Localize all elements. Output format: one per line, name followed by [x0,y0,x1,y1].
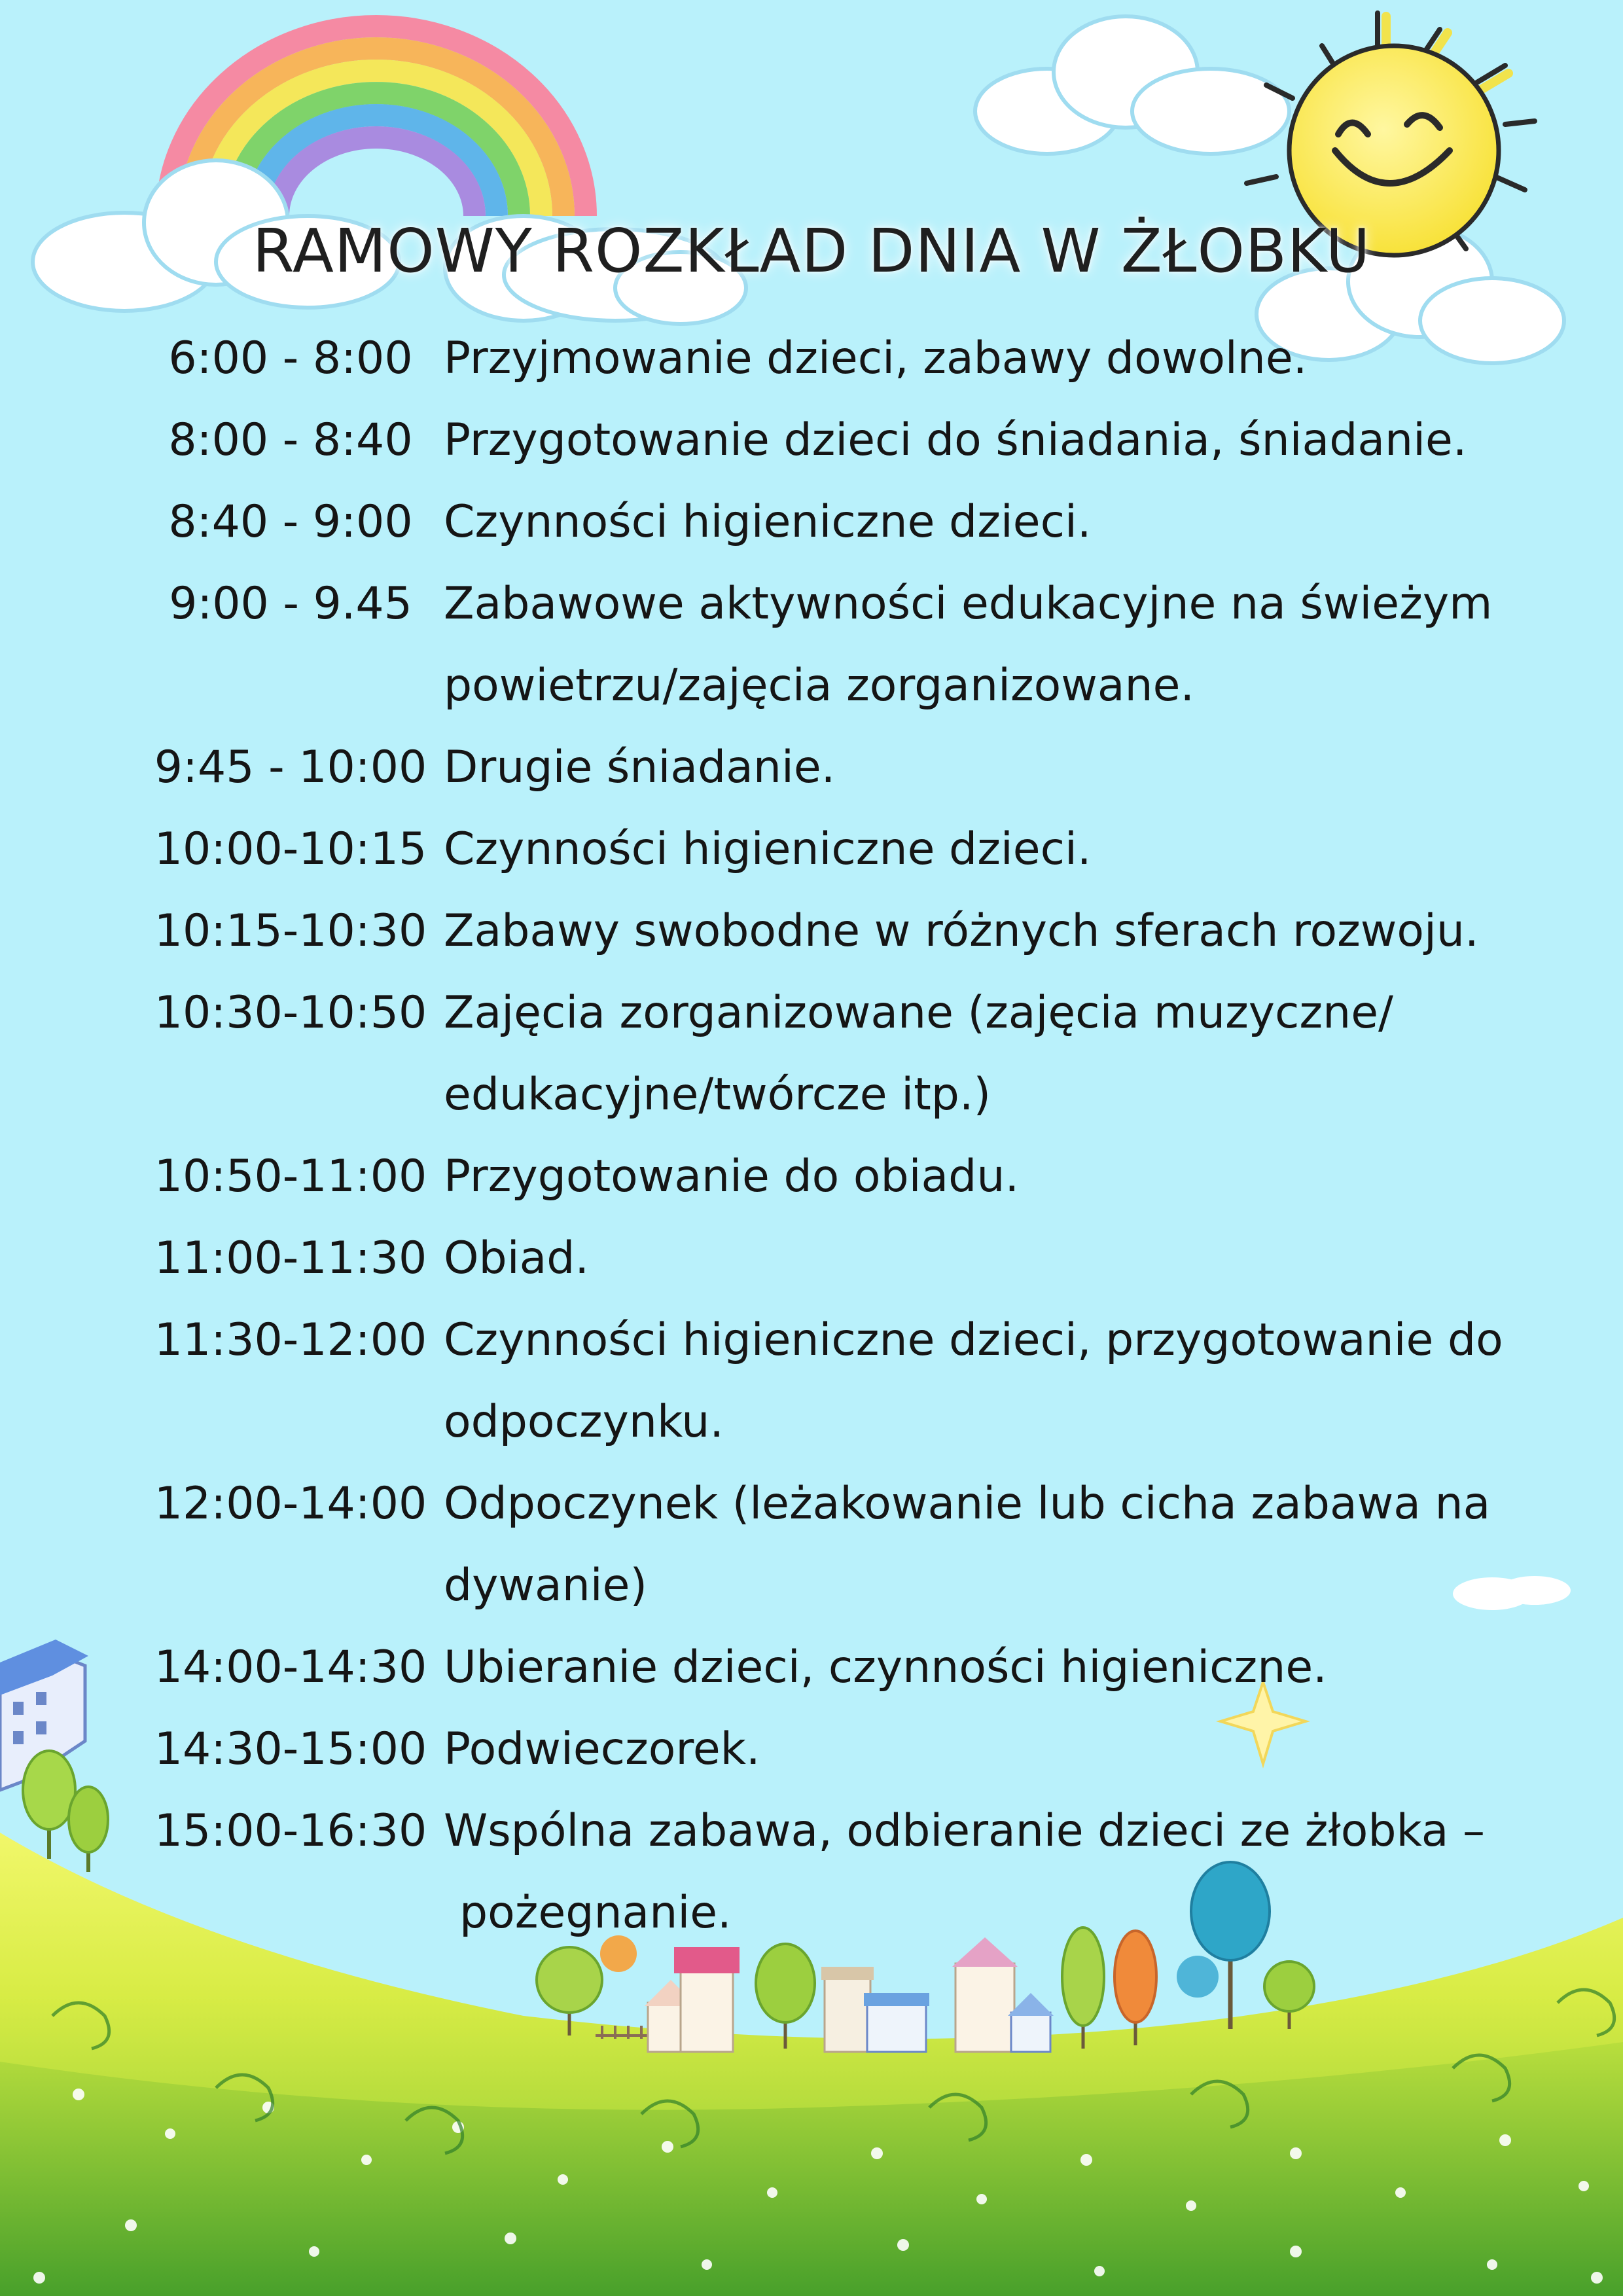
schedule-activity-line: powietrzu/zajęcia zorganizowane. [444,660,1195,711]
schedule-activity-line: Ubieranie dzieci, czynności higieniczne. [444,1641,1327,1693]
schedule-activity-line: Obiad. [444,1232,590,1284]
schedule-row [151,399,1525,481]
schedule-activity-line: Czynności higieniczne dzieci, przygotowanie do [444,1314,1503,1366]
schedule-activity-line: Przygotowanie dzieci do śniadania, śniadanie. [444,414,1467,466]
schedule-activity-line: Drugie śniadanie. [444,742,836,793]
schedule-activity-line: odpoczynku. [444,1396,724,1448]
schedule-activity [444,1136,1525,1217]
schedule-time: 14:30-15:00 [154,1723,427,1775]
schedule-activity [444,1626,1525,1708]
schedule-activity [444,563,1525,726]
schedule-time: 10:30-10:50 [154,987,427,1039]
schedule-activity-line: Wspólna zabawa, odbieranie dzieci ze żłobka – [444,1805,1486,1857]
schedule-row [151,563,1525,726]
schedule-row [151,1790,1525,1954]
schedule-row [151,808,1525,890]
schedule-time: 10:15-10:30 [154,905,427,957]
schedule-activity [444,726,1525,808]
schedule-activity-line: dywanie) [444,1560,648,1611]
schedule-row [151,1217,1525,1299]
schedule-activity-line: Przygotowanie do obiadu. [444,1151,1020,1202]
schedule-row [151,726,1525,808]
schedule-time: 12:00-14:00 [154,1478,427,1530]
schedule-row [151,972,1525,1136]
schedule-time: 9:00 - 9.45 [169,578,412,630]
schedule-time: 10:50-11:00 [154,1151,427,1202]
schedule-row [151,481,1525,563]
schedule-time: 11:30-12:00 [154,1314,427,1366]
schedule-activity-line: Czynności higieniczne dzieci. [444,496,1092,548]
schedule-time: 10:00-10:15 [154,823,427,875]
schedule-activity [444,317,1525,399]
schedule-row [151,1708,1525,1790]
schedule-activity [444,481,1525,563]
schedule-time: 9:45 - 10:00 [154,742,427,793]
schedule-activity-line: Podwieczorek. [444,1723,760,1775]
schedule-time: 8:40 - 9:00 [168,496,413,548]
schedule-activity [444,890,1525,972]
schedule-activity [444,1708,1525,1790]
schedule-activity-line: pożegnanie. [459,1887,732,1939]
schedule-row [151,890,1525,972]
schedule-activity [444,1299,1525,1463]
schedule-row [151,1626,1525,1708]
schedule-activity [444,1463,1525,1626]
schedule-activity [444,1790,1525,1954]
cloud-icon [975,16,1289,154]
schedule-activity-line: Odpoczynek (leżakowanie lub cicha zabawa na [444,1478,1491,1530]
schedule-activity [444,399,1525,481]
schedule-activity [444,972,1525,1136]
schedule-activity-line: Zabawy swobodne w różnych sferach rozwoju. [444,905,1479,957]
schedule-list [151,317,1525,1954]
schedule-time: 15:00-16:30 [154,1805,427,1857]
schedule-row [151,1136,1525,1217]
schedule-row [151,1463,1525,1626]
schedule-activity [444,1217,1525,1299]
schedule-row [151,317,1525,399]
schedule-activity-line: Zabawowe aktywności edukacyjne na świeżym [444,578,1493,630]
schedule-activity-line: edukacyjne/twórcze itp.) [444,1069,991,1121]
schedule-time: 14:00-14:30 [154,1641,427,1693]
schedule-activity-line: Zajęcia zorganizowane (zajęcia muzyczne/ [444,987,1393,1039]
schedule-time: 6:00 - 8:00 [168,332,413,384]
schedule-activity [444,808,1525,890]
page-title: RAMOWY ROZKŁAD DNIA W ŻŁOBKU [252,216,1371,286]
schedule-time: 11:00-11:30 [154,1232,427,1284]
schedule-row [151,1299,1525,1463]
schedule-activity-line: Przyjmowanie dzieci, zabawy dowolne. [444,332,1308,384]
schedule-time: 8:00 - 8:40 [168,414,413,466]
schedule-activity-line: Czynności higieniczne dzieci. [444,823,1092,875]
